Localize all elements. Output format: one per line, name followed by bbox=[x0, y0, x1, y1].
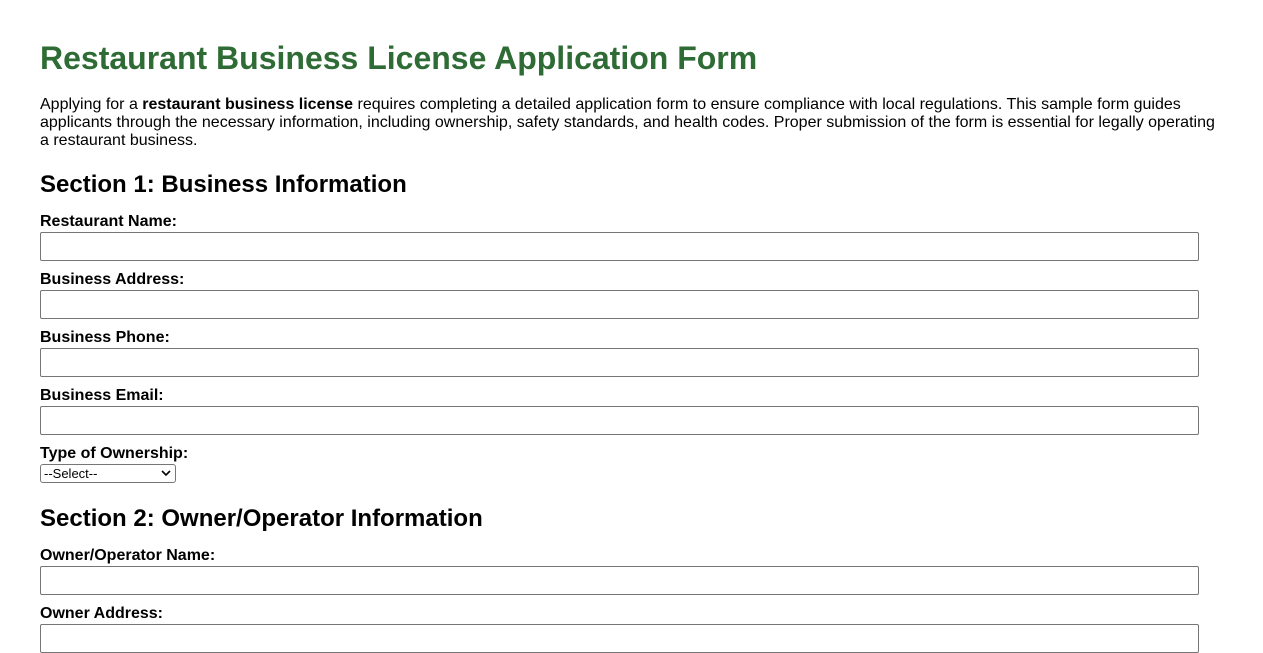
business-phone-label: Business Phone: bbox=[40, 329, 170, 346]
restaurant-name-input[interactable] bbox=[40, 232, 1199, 261]
business-email-label: Business Email: bbox=[40, 387, 164, 404]
intro-text-end: requires completing a detailed application form to ensure compliance with local regulations. This sample form guides applicants through the necessary information, including ownership, safety standards, and health codes. Proper submission of the form is essential for legally operating a restaurant business. bbox=[40, 96, 1215, 149]
ownership-selected-value: --Select-- bbox=[44, 466, 98, 481]
business-email-input[interactable] bbox=[40, 406, 1199, 435]
business-phone-input[interactable] bbox=[40, 348, 1199, 377]
owner-name-label: Owner/Operator Name: bbox=[40, 547, 216, 564]
restaurant-name-label: Restaurant Name: bbox=[40, 213, 177, 230]
intro-text-bold: restaurant business license bbox=[142, 96, 354, 113]
section-2-heading: Section 2: Owner/Operator Information bbox=[40, 505, 483, 532]
intro-paragraph bbox=[40, 96, 1220, 150]
business-address-input[interactable] bbox=[40, 290, 1199, 319]
spacer bbox=[40, 261, 1223, 271]
spacer bbox=[40, 377, 1223, 387]
spacer bbox=[40, 435, 1223, 445]
spacer bbox=[40, 595, 1223, 605]
ownership-type-label: Type of Ownership: bbox=[40, 445, 189, 462]
spacer bbox=[40, 319, 1223, 329]
ownership-type-select[interactable] bbox=[40, 464, 176, 483]
owner-address-label: Owner Address: bbox=[40, 605, 163, 622]
business-address-label: Business Address: bbox=[40, 271, 185, 288]
owner-name-input[interactable] bbox=[40, 566, 1199, 595]
chevron-down-icon bbox=[161, 469, 171, 477]
page-title: Restaurant Business License Application Form bbox=[40, 40, 758, 76]
owner-address-input[interactable] bbox=[40, 624, 1199, 653]
section-1-heading: Section 1: Business Information bbox=[40, 171, 407, 198]
intro-text-start: Applying for a bbox=[40, 96, 143, 113]
